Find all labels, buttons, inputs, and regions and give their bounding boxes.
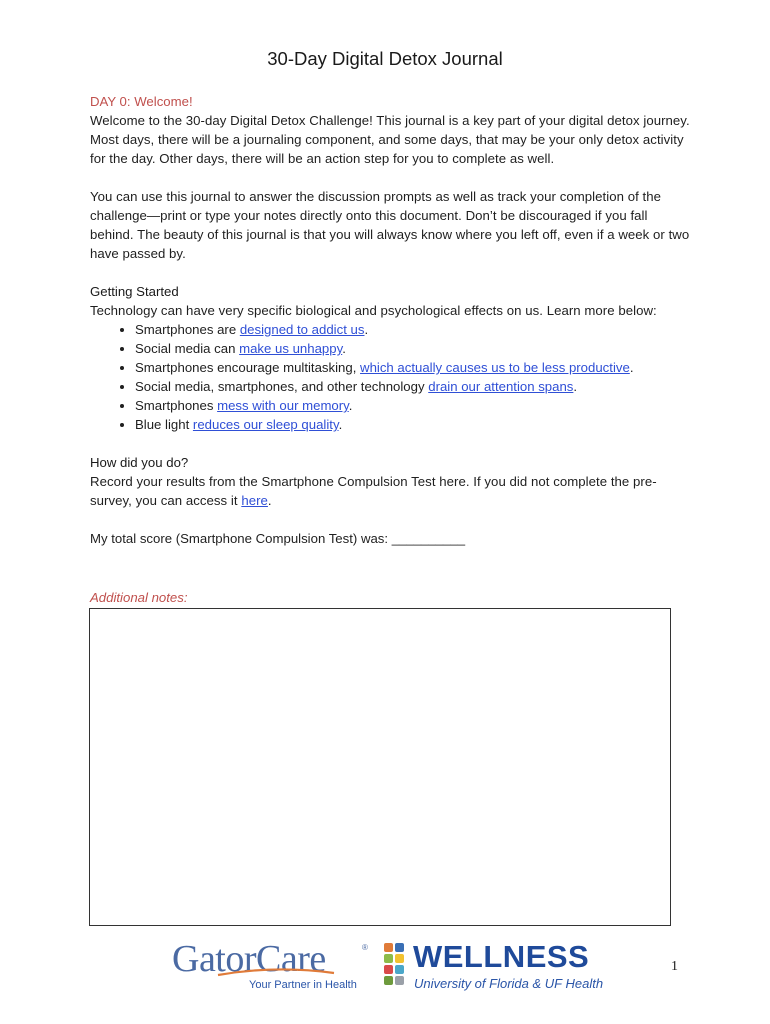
gatorcare-tagline: Your Partner in Health bbox=[249, 979, 357, 991]
attention-spans-link[interactable]: drain our attention spans bbox=[428, 379, 574, 394]
day-heading: DAY 0: Welcome! bbox=[90, 94, 193, 109]
list-item-text: Blue light bbox=[135, 417, 193, 432]
results-punct: . bbox=[267, 493, 272, 508]
gatorcare-logo bbox=[172, 937, 372, 993]
list-item-text: Smartphones encourage multitasking, bbox=[135, 360, 361, 375]
getting-started-heading: Getting Started bbox=[90, 284, 179, 299]
wellness-tiles-icon bbox=[384, 943, 406, 987]
footer bbox=[0, 935, 770, 995]
list-item-punct: . bbox=[364, 322, 369, 337]
list-item bbox=[135, 339, 690, 358]
designed-to-addict-link[interactable]: designed to addict us bbox=[239, 322, 365, 337]
tile bbox=[395, 954, 404, 963]
list-item-punct: . bbox=[348, 398, 353, 413]
list-item bbox=[135, 396, 690, 415]
pre-survey-link[interactable]: here bbox=[241, 493, 268, 508]
list-item bbox=[135, 320, 690, 339]
additional-notes-box[interactable] bbox=[89, 608, 671, 926]
tile bbox=[395, 965, 404, 974]
gatorcare-wordmark: GatorCare bbox=[172, 938, 326, 980]
list-item bbox=[135, 415, 690, 434]
registered-mark: ® bbox=[362, 943, 368, 952]
less-productive-link[interactable]: which actually causes us to be less productive bbox=[360, 360, 630, 375]
list-item-text: Social media can bbox=[135, 341, 240, 356]
page-title: 30-Day Digital Detox Journal bbox=[267, 48, 503, 69]
effects-list bbox=[90, 320, 690, 434]
list-item-text: Social media, smartphones, and other technology bbox=[135, 379, 429, 394]
list-item-punct: . bbox=[338, 417, 343, 432]
usage-paragraph: You can use this journal to answer the discussion prompts as well as track your completion of the challenge—print or type your notes directly onto this document. Don’t be discouraged if you fall behind. The beauty of this journal is that you will always know where you left off, even if a week or two have passed by. bbox=[90, 189, 690, 261]
list-item-text: Smartphones are bbox=[135, 322, 240, 337]
results-paragraph bbox=[90, 472, 690, 510]
intro-paragraph: Welcome to the 30-day Digital Detox Challenge! This journal is a key part of your digital detox journey. Most days, there will be a journaling component, and some days, that may be your only detox activity for the day. Other days, there will be an action step for you to complete as well. bbox=[90, 113, 690, 166]
tile bbox=[395, 976, 404, 985]
how-did-you-do-heading: How did you do? bbox=[90, 455, 189, 470]
tile bbox=[384, 965, 393, 974]
memory-link[interactable]: mess with our memory bbox=[217, 398, 349, 413]
list-item-punct: . bbox=[342, 341, 346, 356]
wellness-wordmark: WELLNESS bbox=[413, 939, 590, 974]
list-item bbox=[135, 377, 690, 396]
score-line: My total score (Smartphone Compulsion Test) was: __________ bbox=[90, 531, 466, 546]
tile bbox=[384, 976, 393, 985]
sleep-quality-link[interactable]: reduces our sleep quality bbox=[192, 417, 339, 432]
swoosh-icon bbox=[216, 967, 336, 979]
make-us-unhappy-link[interactable]: make us unhappy bbox=[239, 341, 343, 356]
list-item-punct: . bbox=[573, 379, 578, 394]
list-item-text: Smartphones bbox=[135, 398, 218, 413]
tile bbox=[395, 943, 404, 952]
list-item-punct: . bbox=[629, 360, 634, 375]
wellness-subtitle: University of Florida & UF Health bbox=[414, 976, 604, 991]
list-item bbox=[135, 358, 690, 377]
document-body bbox=[90, 92, 690, 607]
results-text: Record your results from the Smartphone Compulsion Test here. If you did not complete the pre-survey, you can access it bbox=[90, 474, 657, 508]
getting-started-intro: Technology can have very specific biological and psychological effects on us. Learn more below: bbox=[90, 303, 657, 318]
tile bbox=[384, 954, 393, 963]
page-number: 1 bbox=[671, 959, 678, 974]
tile bbox=[384, 943, 393, 952]
additional-notes-label: Additional notes: bbox=[90, 590, 188, 605]
